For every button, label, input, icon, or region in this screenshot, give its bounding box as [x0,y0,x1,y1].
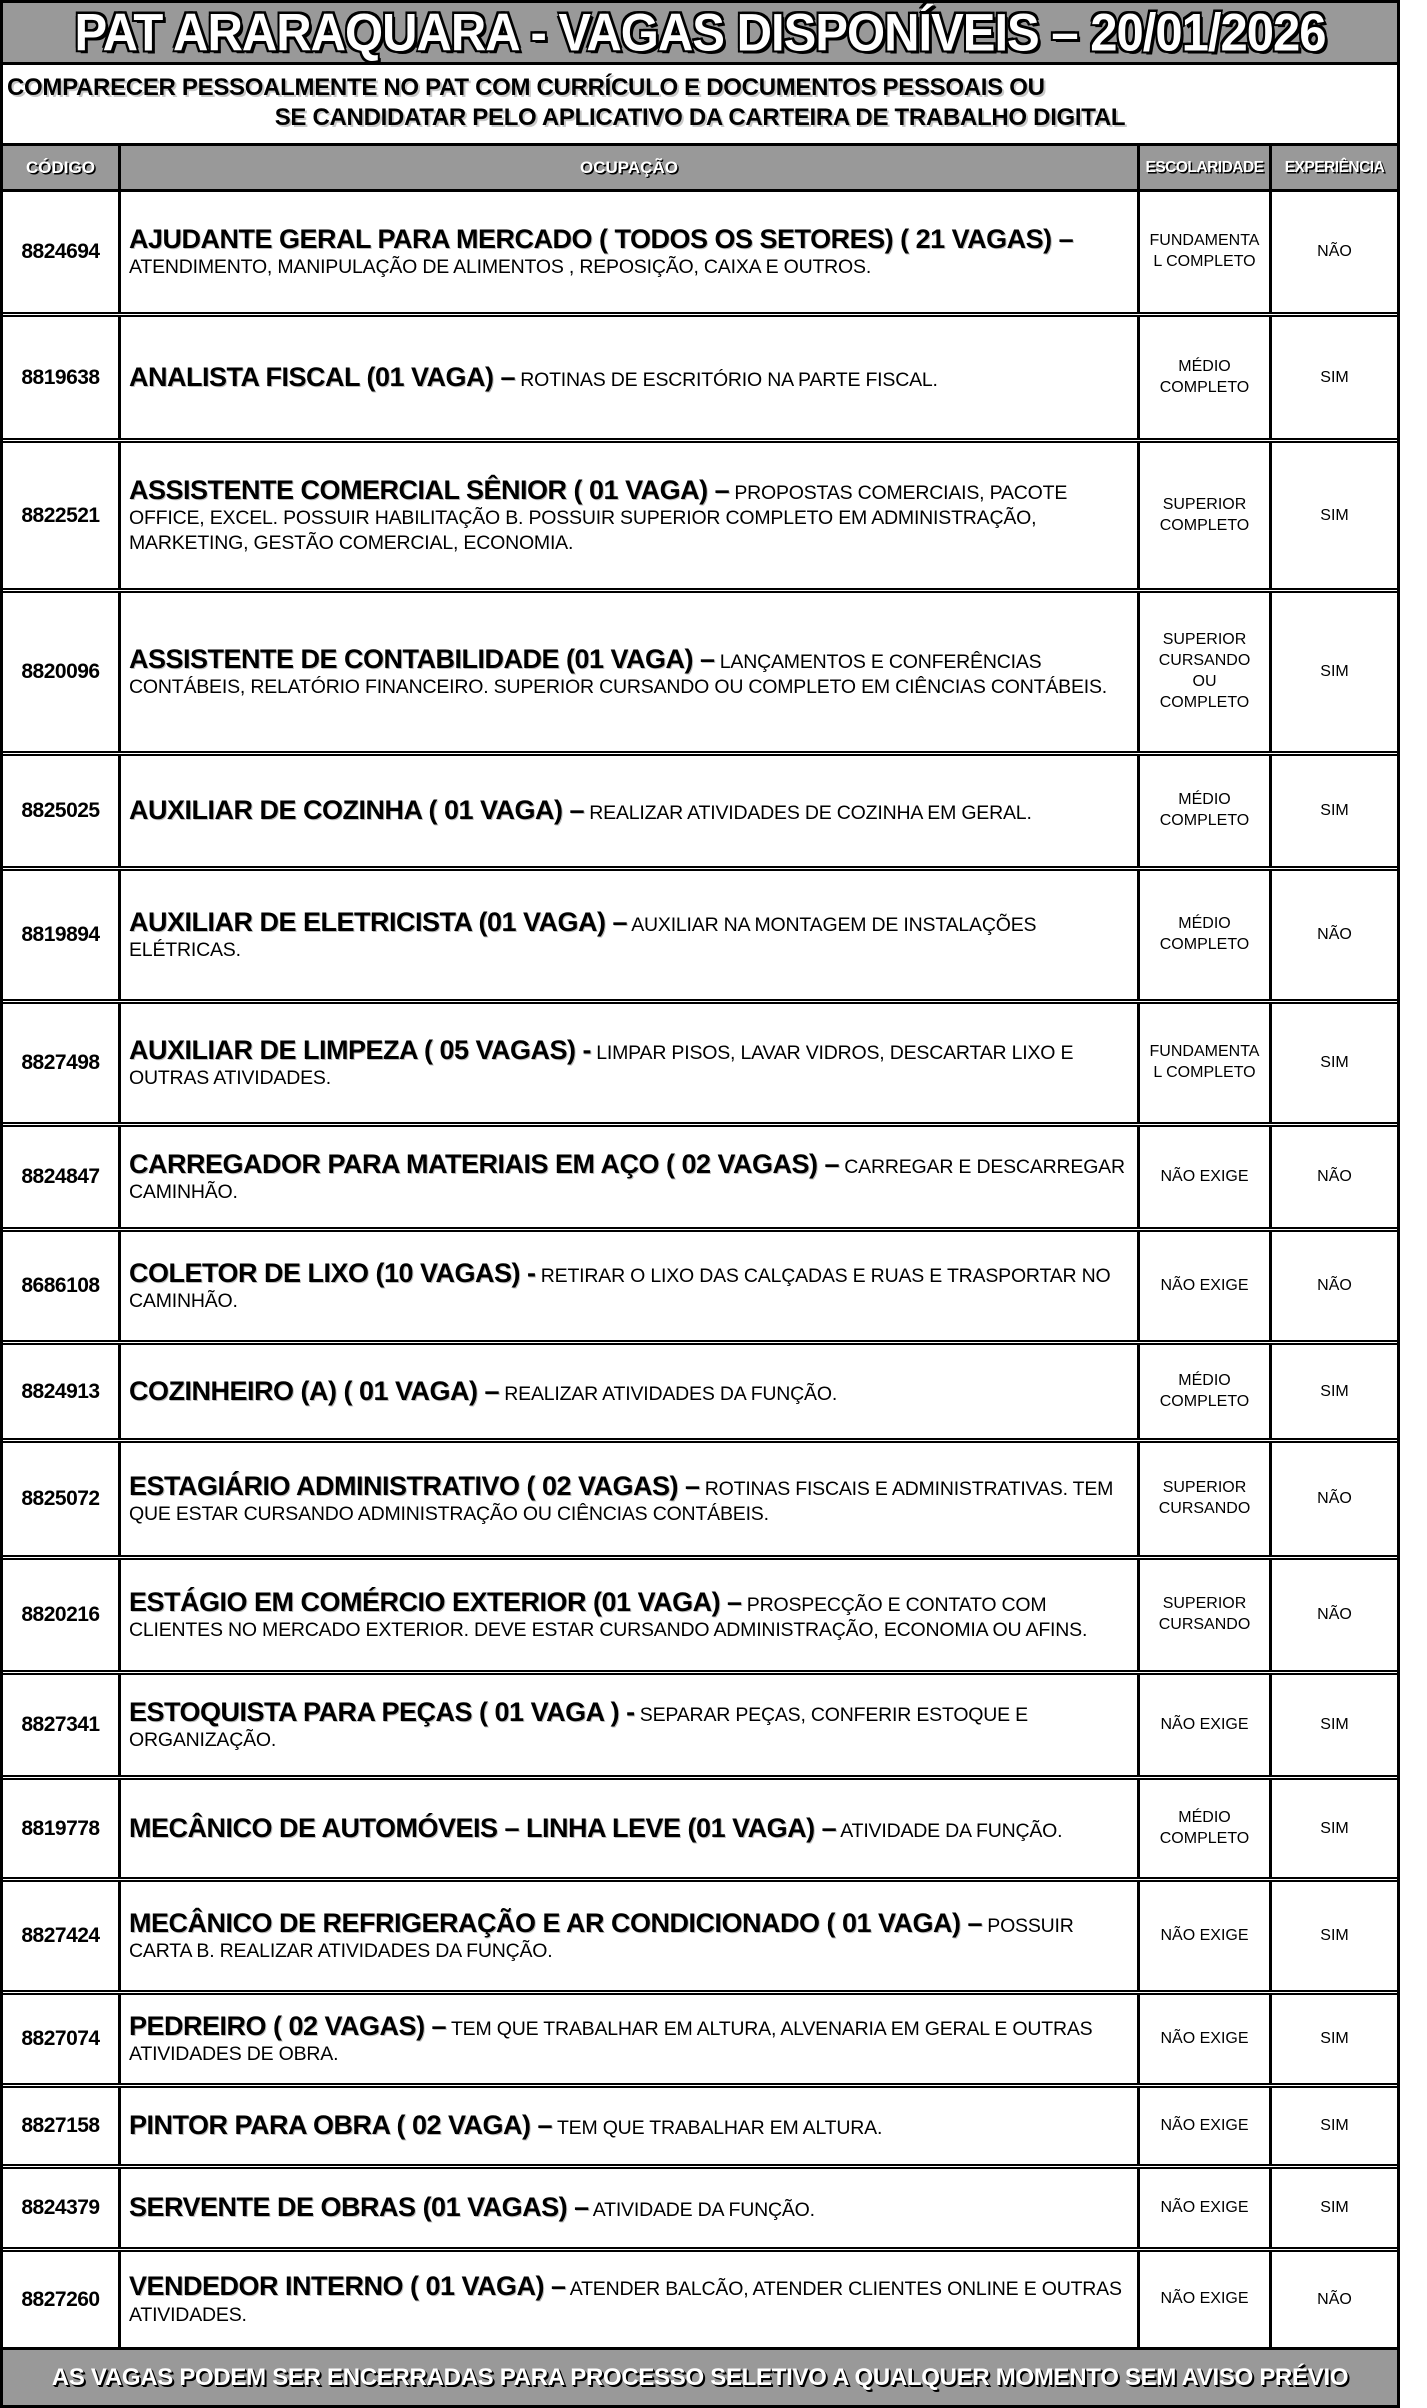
job-description: ATENDER BALCÃO, ATENDER CLIENTES ONLINE E OUTRAS ATIVIDADES. [129,2278,1122,2326]
job-occupation-text [129,1697,1125,1754]
job-experience-text: SIM [1320,1382,1349,1400]
job-title: AUXILIAR DE COZINHA ( 01 VAGA) – [129,795,585,826]
job-occupation-text [129,1813,1125,1845]
job-education-text: FUNDAMENTAL COMPLETO [1149,232,1260,270]
column-header-ocupacao: OCUPAÇÃO [121,146,1140,189]
job-description: PROSPECÇÃO E CONTATO COM CLIENTES NO MERCADO EXTERIOR. DEVE ESTAR CURSANDO ADMINISTRAÇÃO, ECONOMIA OU AFINS. [129,1593,1088,1642]
job-title: MECÂNICO DE REFRIGERAÇÃO E AR CONDICIONADO ( 01 VAGA) – [129,1907,983,1938]
job-experience [1272,1345,1397,1438]
job-occupation [121,593,1140,751]
job-occupation-text [129,1376,1125,1408]
job-title: MECÂNICO DE AUTOMÓVEIS – LINHA LEVE (01 VAGA) – [129,1812,837,1843]
job-occupation [121,1127,1140,1227]
job-occupation [121,2252,1140,2347]
job-experience-text: SIM [1320,2030,1349,2047]
job-experience [1272,1882,1397,1990]
job-experience-text: SIM [1320,1819,1349,1837]
job-experience [1272,593,1397,751]
job-description: TEM QUE TRABALHAR EM ALTURA. [556,2117,883,2140]
job-description: ROTINAS DE ESCRITÓRIO NA PARTE FISCAL. [520,368,938,391]
job-education [1140,443,1272,588]
job-education [1140,1780,1272,1877]
job-occupation-text [129,224,1125,281]
job-occupation [121,1675,1140,1775]
job-education [1140,871,1272,999]
job-code: 8827498 [3,1004,121,1122]
job-education-text: NÃO EXIGE [1160,2116,1249,2134]
job-experience [1272,871,1397,999]
job-code: 8824694 [3,192,121,312]
job-education-text: NÃO EXIGE [1160,1167,1249,1185]
job-occupation-text [129,475,1125,557]
job-experience [1272,1560,1397,1670]
job-description: ATENDIMENTO, MANIPULAÇÃO DE ALIMENTOS , REPOSIÇÃO, CAIXA E OUTROS. [129,256,872,279]
job-title: CARREGADOR PARA MATERIAIS EM AÇO ( 02 VAGAS) – [129,1148,840,1179]
job-education [1140,1345,1272,1438]
job-row [3,192,1397,312]
job-row [3,443,1397,588]
job-experience [1272,1675,1397,1775]
job-description: RETIRAR O LIXO DAS CALÇADAS E RUAS E TRASPORTAR NO CAMINHÃO. [129,1264,1111,1313]
job-title: PINTOR PARA OBRA ( 02 VAGA) – [129,2110,553,2141]
job-experience [1272,317,1397,438]
job-row [3,1882,1397,1990]
job-occupation [121,871,1140,999]
job-experience [1272,2169,1397,2247]
job-description: REALIZAR ATIVIDADES DA FUNÇÃO. [504,1382,838,1405]
job-occupation-text [129,1035,1125,1092]
job-code: 8827341 [3,1675,121,1775]
job-occupation [121,317,1140,438]
job-code: 8827074 [3,1995,121,2083]
job-row [3,1675,1397,1775]
job-code: 8824379 [3,2169,121,2247]
job-experience-text: SIM [1320,1927,1349,1944]
job-occupation-text [129,1258,1125,1315]
job-education-text: NÃO EXIGE [1160,2029,1249,2047]
instructions-line-1: COMPARECER PESSOALMENTE NO PAT COM CURRÍCULO E DOCUMENTOS PESSOAIS OU [7,74,1045,101]
job-row [3,317,1397,438]
job-row [3,871,1397,999]
job-code: 8819894 [3,871,121,999]
job-description: ATIVIDADE DA FUNÇÃO. [840,1819,1063,1842]
job-code: 8686108 [3,1232,121,1340]
job-title: ESTÁGIO EM COMÉRCIO EXTERIOR (01 VAGA) – [129,1586,742,1617]
job-occupation [121,1345,1140,1438]
job-table-body [3,192,1397,2347]
job-experience-text: SIM [1320,802,1349,819]
job-occupation [121,756,1140,866]
job-experience [1272,1443,1397,1555]
job-experience [1272,1995,1397,2083]
job-education-text: MÉDIO COMPLETO [1159,1808,1250,1847]
job-education [1140,1232,1272,1340]
job-experience-text: SIM [1320,506,1349,524]
job-description: ATIVIDADE DA FUNÇÃO. [592,2199,815,2222]
job-row [3,1004,1397,1122]
footer-notice: AS VAGAS PODEM SER ENCERRADAS PARA PROCESSO SELETIVO A QUALQUER MOMENTO SEM AVISO PRÉVIO [51,2363,1349,2391]
job-code: 8827158 [3,2088,121,2164]
job-code: 8820096 [3,593,121,751]
job-occupation-text [129,1149,1125,1206]
job-occupation-text [129,1587,1125,1644]
job-experience [1272,2088,1397,2164]
job-row [3,1780,1397,1877]
job-title: ANALISTA FISCAL (01 VAGA) – [129,361,516,392]
job-occupation-text [129,1908,1125,1965]
job-title: AUXILIAR DE ELETRICISTA (01 VAGA) – [129,906,628,937]
job-experience-text: NÃO [1317,926,1352,943]
job-title: ASSISTENTE COMERCIAL SÊNIOR ( 01 VAGA) – [129,474,730,505]
job-experience-text: SIM [1320,1054,1349,1071]
job-experience-text: NÃO [1317,1606,1352,1623]
job-education-text: SUPERIOR CURSANDO [1158,1595,1251,1633]
job-row [3,756,1397,866]
column-header-escolaridade: ESCOLARIDADE [1140,146,1272,189]
job-occupation [121,1232,1140,1340]
job-description: POSSUIR CARTA B. REALIZAR ATIVIDADES DA FUNÇÃO. [129,1914,1074,1963]
job-education-text: FUNDAMENTAL COMPLETO [1149,1043,1260,1081]
job-description: TEM QUE TRABALHAR EM ALTURA, ALVENARIA EM GERAL E OUTRAS ATIVIDADES DE OBRA. [129,2017,1093,2066]
job-occupation-text [129,1471,1125,1528]
job-experience-text: SIM [1320,2199,1349,2216]
job-occupation-text [129,907,1125,964]
job-title: ESTAGIÁRIO ADMINISTRATIVO ( 02 VAGAS) – [129,1470,700,1501]
column-header-codigo: CÓDIGO [3,146,121,189]
footer-bar [3,2347,1397,2405]
job-education [1140,2169,1272,2247]
job-education-text: SUPERIOR CURSANDO [1158,1479,1251,1517]
job-education-text: NÃO EXIGE [1160,2290,1249,2308]
job-education-text: SUPERIOR COMPLETO [1159,495,1250,534]
job-education-text: MÉDIO COMPLETO [1159,915,1250,953]
job-experience [1272,756,1397,866]
job-education [1140,1882,1272,1990]
job-occupation-text [129,2271,1125,2328]
job-education [1140,192,1272,312]
job-experience [1272,2252,1397,2347]
job-row [3,2088,1397,2164]
job-description: AUXILIAR NA MONTAGEM DE INSTALAÇÕES ELÉTRICAS. [129,913,1037,962]
job-row [3,1127,1397,1227]
job-row [3,1232,1397,1340]
job-title: COZINHEIRO (A) ( 01 VAGA) – [129,1375,500,1406]
job-education [1140,1675,1272,1775]
job-row [3,1345,1397,1438]
job-title: AUXILIAR DE LIMPEZA ( 05 VAGAS) - [129,1034,592,1065]
job-education [1140,1004,1272,1122]
job-occupation [121,192,1140,312]
job-occupation [121,1780,1140,1877]
instructions-block [3,65,1397,146]
job-education [1140,1443,1272,1555]
job-experience-text: NÃO [1317,2290,1352,2308]
job-occupation [121,2088,1140,2164]
job-education-text: MÉDIO COMPLETO [1159,357,1250,396]
job-occupation [121,443,1140,588]
job-occupation [121,2169,1140,2247]
job-experience [1272,1004,1397,1122]
job-occupation-text [129,2011,1125,2068]
job-title: ASSISTENTE DE CONTABILIDADE (01 VAGA) – [129,643,715,674]
job-education-text: NÃO EXIGE [1160,1276,1249,1294]
job-occupation-text [129,2110,1125,2142]
job-occupation-text [129,644,1125,701]
job-occupation [121,1443,1140,1555]
job-description: SEPARAR PEÇAS, CONFERIR ESTOQUE E ORGANIZAÇÃO. [129,1703,1028,1752]
document-title: PAT ARARAQUARA - VAGAS DISPONÍVEIS – 20/01/2026 [74,3,1326,62]
job-education-text: MÉDIO COMPLETO [1159,791,1250,829]
job-occupation-text [129,2192,1125,2224]
job-code: 8825025 [3,756,121,866]
job-experience [1272,1780,1397,1877]
job-experience-text: NÃO [1317,1168,1352,1185]
job-code: 8827260 [3,2252,121,2347]
job-education-text: SUPERIOR CURSANDO OU COMPLETO [1158,631,1251,711]
job-title: SERVENTE DE OBRAS (01 VAGAS) – [129,2192,589,2223]
job-description: LANÇAMENTOS E CONFERÊNCIAS CONTÁBEIS, RELATÓRIO FINANCEIRO. SUPERIOR CURSANDO OU COMPLETO EM CIÊNCIAS CONTÁBEIS. [129,650,1108,699]
job-education [1140,1127,1272,1227]
job-experience-text: SIM [1320,2117,1349,2134]
job-education [1140,2252,1272,2347]
job-education [1140,1995,1272,2083]
job-row [3,593,1397,751]
job-row [3,1995,1397,2083]
job-experience [1272,1232,1397,1340]
job-title: ESTOQUISTA PARA PEÇAS ( 01 VAGA ) - [129,1696,635,1727]
job-education [1140,2088,1272,2164]
job-title: VENDEDOR INTERNO ( 01 VAGA) – [129,2271,566,2302]
job-education [1140,317,1272,438]
job-description: REALIZAR ATIVIDADES DE COZINHA EM GERAL. [589,802,1032,825]
job-row [3,2252,1397,2347]
instructions-line-2: SE CANDIDATAR PELO APLICATIVO DA CARTEIRA DE TRABALHO DIGITAL [274,104,1126,131]
job-code: 8820216 [3,1560,121,1670]
job-title: AJUDANTE GERAL PARA MERCADO ( TODOS OS SETORES) ( 21 VAGAS) – [129,223,1074,254]
job-row [3,1443,1397,1555]
job-occupation [121,1995,1140,2083]
job-experience [1272,192,1397,312]
job-occupation [121,1882,1140,1990]
job-row [3,1560,1397,1670]
job-code: 8819638 [3,317,121,438]
job-experience-text: NÃO [1317,243,1352,260]
job-code: 8822521 [3,443,121,588]
job-code: 8824913 [3,1345,121,1438]
job-education-text: NÃO EXIGE [1160,1715,1249,1733]
job-description: ROTINAS FISCAIS E ADMINISTRATIVAS. TEM QUE ESTAR CURSANDO ADMINISTRAÇÃO OU CIÊNCIAS CONTÁBEIS. [129,1477,1114,1526]
job-experience [1272,1127,1397,1227]
job-experience-text: SIM [1320,1716,1349,1733]
job-occupation [121,1004,1140,1122]
job-description: CARREGAR E DESCARREGAR CAMINHÃO. [129,1155,1125,1204]
title-bar [3,3,1397,65]
job-row [3,2169,1397,2247]
column-header-experiencia: EXPERIÊNCIA [1272,146,1397,189]
job-education [1140,756,1272,866]
job-title: PEDREIRO ( 02 VAGAS) – [129,2010,447,2041]
job-experience-text: NÃO [1317,1277,1352,1294]
job-education-text: NÃO EXIGE [1160,2198,1249,2216]
job-occupation-text [129,795,1125,827]
job-experience-text: SIM [1320,368,1349,386]
job-code: 8819778 [3,1780,121,1877]
job-education [1140,1560,1272,1670]
job-code: 8827424 [3,1882,121,1990]
job-experience [1272,443,1397,588]
job-education [1140,593,1272,751]
job-code: 8825072 [3,1443,121,1555]
job-description: PROPOSTAS COMERCIAIS, PACOTE OFFICE, EXCEL. POSSUIR HABILITAÇÃO B. POSSUIR SUPERIOR COMPLETO EM ADMINISTRAÇÃO, MARKETING, GESTÃO COMERCIAL, ECONOMIA. [129,481,1068,555]
job-title: COLETOR DE LIXO (10 VAGAS) - [129,1257,536,1288]
job-code: 8824847 [3,1127,121,1227]
job-education-text: MÉDIO COMPLETO [1159,1371,1250,1410]
job-education-text: NÃO EXIGE [1160,1926,1249,1944]
job-occupation-text [129,362,1125,394]
job-experience-text: SIM [1320,663,1349,680]
job-occupation [121,1560,1140,1670]
table-header-row [3,146,1397,192]
job-description: LIMPAR PISOS, LAVAR VIDROS, DESCARTAR LIXO E OUTRAS ATIVIDADES. [129,1041,1074,1090]
job-experience-text: NÃO [1317,1490,1352,1507]
